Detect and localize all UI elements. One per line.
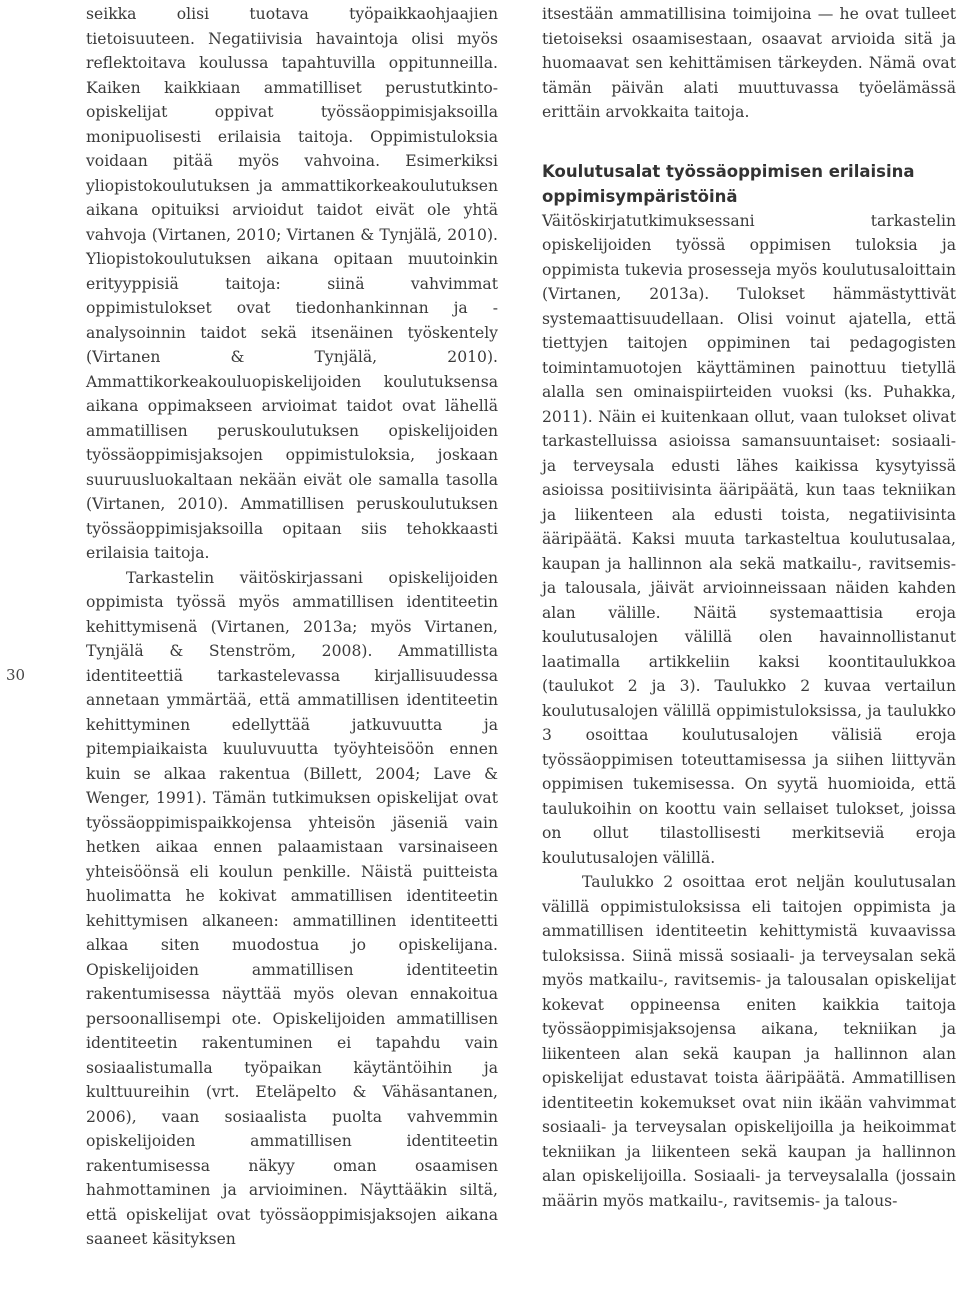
body-paragraph: Tarkastelin väitöskirjassani opiskelijoiden oppimista työssä myös ammatillisen identiteetin kehittymisenä (Virtanen, 2013a; myös Virtanen, Tynjälä & Stenström, 2008). Ammatillista identiteettiä tarkastelevassa kirjallisuudessa annetaan ymmärtää, että ammatillisen identiteetin kehittyminen edellyttää jatkuvuutta ja pitempiaikaista kuuluvuutta työyhteisöön ennen kuin se alkaa rakentua (Billett, 2004; Lave & Wenger, 1991). Tämän tutkimuksen opiskelijat ovat työssäoppimispaikkojensa yhteisön jäseniä vain hetken aikaa ennen palaamistaan varsinaiseen yhteisöönsä eli koulun penkille. Näistä puitteista huolimatta he kokivat ammatillisen identiteetin kehittymisen alkaneen: ammatillinen identiteetti alkaa siten muodostua jo opiskelijana. Opiskelijoiden ammatillisen identiteetin rakentumisessa näyttää myös olevan ennakoitua persoonallisempi ote. Opiskelijoiden ammatillisen identiteetin rakentuminen ei tapahdu vain sosiaalistumalla työpaikan käytäntöihin ja kulttuureihin (vrt. Eteläpelto & Vähäsantanen, 2006), vaan sosiaalista puolta vahvemmin opiskelijoiden ammatillisen identiteetin rakentumisessa näkyy oman osaamisen hahmottaminen ja arvioiminen. Näyttääkin siltä, että opiskelijat ovat työssäoppimisjaksojen aikana saaneet käsityksen [86,568,498,1248]
body-paragraph: Väitöskirjatutkimuksessani tarkastelin opiskelijoiden työssä oppimisen tuloksia ja oppimista tukevia prosesseja myös koulutusaloittain (Virtanen, 2013a). Tulokset hämmästyttivät systemaattisuudellaan. Olisi voinut ajatella, että tiettyjen taitojen oppiminen tai pedagogisten toimintamuotojen käyttäminen painottuu tietyllä alalla sen ominaispiirteiden vuoksi (ks. Puhakka, 2011). Näin ei kuitenkaan ollut, vaan tulokset olivat tarkastelluissa asioissa samansuuntaiset: sosiaali- ja terveysala edusti lähes kaikissa kysytyissä asioissa positiivisinta ääripäätä, kun taas tekniikan ja liikenteen ala edusti toista, negatiivisinta ääripäätä. Kaksi muuta tarkasteltua koulutusalaa, kaupan ja hallinnon ala sekä matkailu-, ravitsemis- ja talousala, jäivät arvioinneissaan näiden kahden alan välille. Näitä systemaattisia eroja koulutusalojen välillä olen havainnollistanut laatimalla artikkeliin kaksi koontitaulukkoa (taulukot 2 ja 3). Taulukko 2 kuvaa vertailun koulutusalojen välillä oppimistuloksissa, ja taulukko 3 osoittaa koulutusalojen välisiä eroja työssäoppimisen toteuttamisessa ja siihen liittyvän oppimisen tukemisessa. On syytä huomioida, että taulukoihin on koottu vain sellaiset tulokset, joissa on ollut tilastollisesti merkitseviä eroja koulutusalojen välillä. [542,211,956,867]
right-column [542,2,956,1213]
body-paragraph: Taulukko 2 osoittaa erot neljän koulutusalan välillä oppimistuloksissa eli taitojen oppimista ja ammatillisen identiteetin kehittymistä kuvaavissa tuloksissa. Siinä missä sosiaali- ja terveysalan sekä myös matkailu-, ravitsemis- ja talousalan opiskelijat kokevat oppineensa eniten kaikkia taitoja työssäoppimisjaksojensa aikana, tekniikan ja liikenteen alan sekä kaupan ja hallinnon alan opiskelijat edustavat toista ääripäätä. Ammatillisen identiteetin kokemukset ovat niin ikään vahvimmat sosiaali- ja terveysalan opiskelijoilla ja heikoimmat tekniikan ja liikenteen sekä kaupan ja hallinnon alan opiskelijoilla. Sosiaali- ja terveysalalla (jossain määrin myös matkailu-, ravitsemis- ja talous- [542,873,956,1210]
section-heading: Koulutusalat työssäoppimisen erilaisina oppimisympäristöinä [542,161,915,206]
page-number: 30 [6,666,26,684]
left-column [86,2,498,1252]
body-paragraph: itsestään ammatillisina toimijoina — he ovat tulleet tietoiseksi osaamisestaan, osaavat arvioida sitä ja huomaavat sen kehittämisen tärkeyden. Nämä ovat tämän päivän alati muuttuvassa työelämässä erittäin arvokkaita taitoja. [542,5,956,121]
body-paragraph: seikka olisi tuotava työpaikkaohjaajien tietoisuuteen. Negatiivisia havaintoja olisi myös reflektoitava koulussa tapahtuvilla oppitunneilla. Kaiken kaikkiaan ammatilliset perustutkinto-opiskelijat oppivat työssäoppimisjaksoilla monipuolisesti erilaisia taitoja. Oppimistuloksia voidaan pitää myös vahvoina. Esimerkiksi yliopistokoulutuksen ja ammattikorkeakoulutuksen aikana opituiksi arvioidut taidot eivät ole yhtä vahvoja (Virtanen, 2010; Virtanen & Tynjälä, 2010). Yliopistokoulutuksen aikana opitaan muutoinkin erityyppisiä taitoja: siinä vahvimmat oppimistulokset ovat tiedonhankinnan ja -analysoinnin taidot sekä itsenäinen työskentely (Virtanen & Tynjälä, 2010). Ammattikorkeakouluopiskelijoiden koulutuksensa aikana oppimakseen arvioimat taidot ovat lähellä ammatillisen peruskoulutuksen opiskelijoiden työssäoppimisjaksojen oppimistuloksia, joskaan suuruusluokaltaan nekään eivät ole samalla tasolla (Virtanen, 2010). Ammatillisen peruskoulutuksen työssäoppimisjaksoilla opitaan siis tehokkaasti erilaisia taitoja. [86,5,498,562]
